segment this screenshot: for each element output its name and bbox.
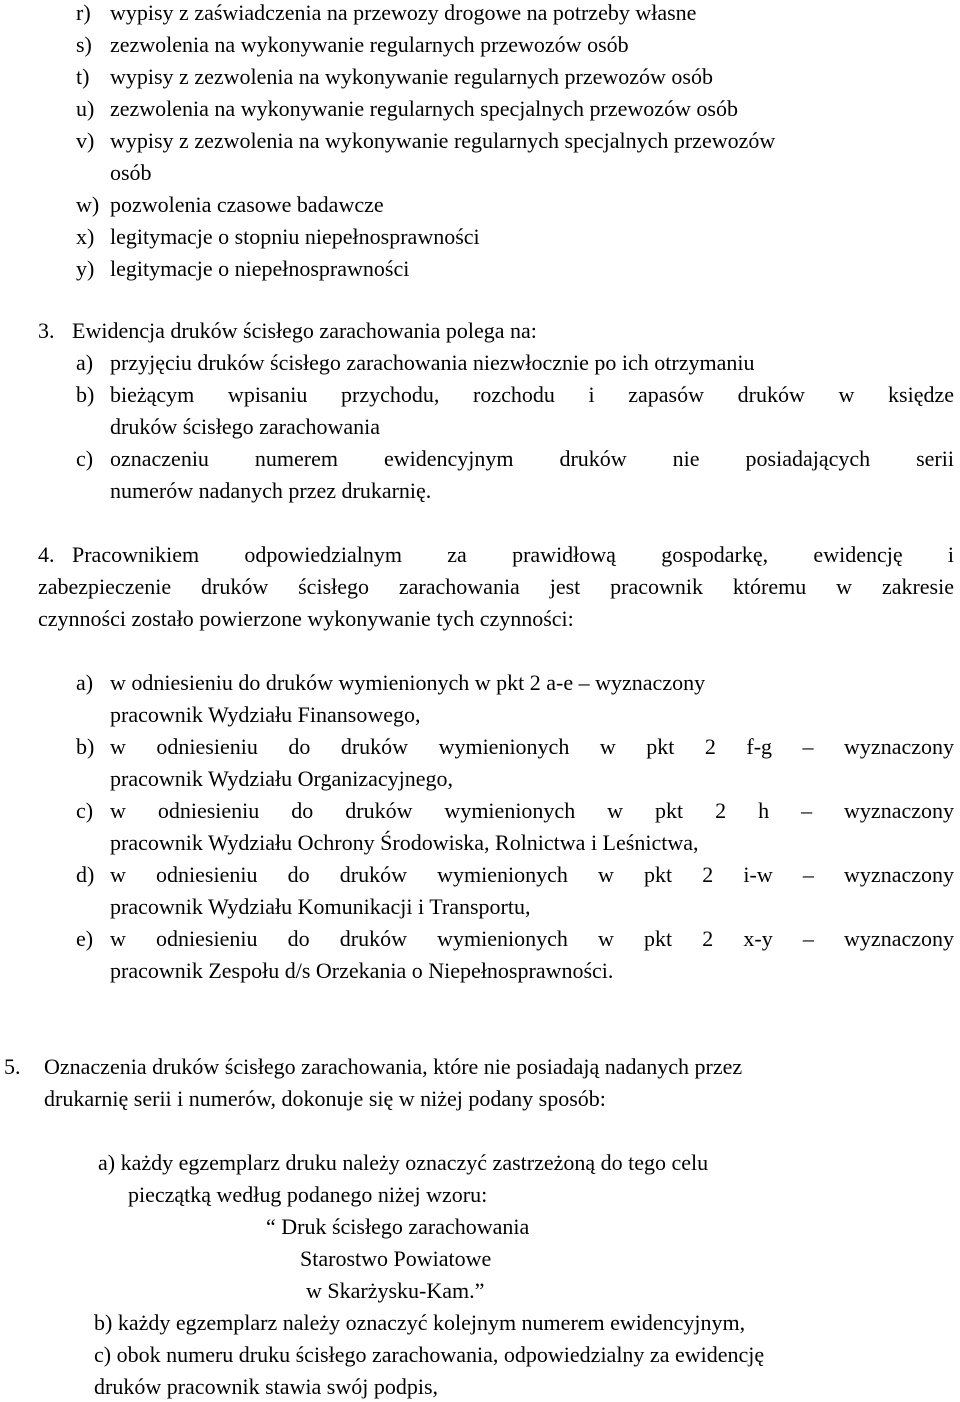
list-item-text: w odniesieniu do druków wymienionych w pkt 2 f-g – wyznaczony [110,734,954,759]
list-item-text: w odniesieniu do druków wymienionych w pkt 2 a-e – wyznaczony [110,670,706,695]
section-number: 3. [38,318,55,343]
stamp-line: Starostwo Powiatowe [300,1246,492,1271]
list-item-text: oznaczeniu numerem ewidencyjnym druków nie posiadających serii [110,446,954,471]
list-item-label: b) [76,734,95,759]
stamp-line: “ Druk ścisłego zarachowania [266,1214,530,1239]
list-item-text: a) każdy egzemplarz druku należy oznaczyć zastrzeżoną do tego celu [98,1150,709,1175]
list-item-text: wypisy z zezwolenia na wykonywanie regularnych specjalnych przewozów [110,128,776,153]
list-item-text: b) każdy egzemplarz należy oznaczyć kolejnym numerem ewidencyjnym, [94,1310,746,1335]
list-item-label: t) [76,64,90,89]
list-item-label: b) [76,382,95,407]
list-item-text: zezwolenia na wykonywanie regularnych przewozów osób [110,32,629,57]
stamp-line: w Skarżysku-Kam.” [306,1278,485,1303]
list-item-text: przyjęciu druków ścisłego zarachowania niezwłocznie po ich otrzymaniu [110,350,755,375]
list-item-label: r) [76,0,91,25]
list-item-text: wypisy z zezwolenia na wykonywanie regularnych przewozów osób [110,64,713,89]
list-item-text-continued: pieczątką według podanego niżej wzoru: [128,1182,488,1207]
list-item-label: a) [76,350,94,375]
list-item-text-continued: pracownik Wydziału Ochrony Środowiska, Rolnictwa i Leśnictwa, [110,830,699,855]
list-item-text-continued: pracownik Wydziału Komunikacji i Transportu, [110,894,531,919]
list-item-text: w odniesieniu do druków wymienionych w pkt 2 i-w – wyznaczony [110,862,954,887]
list-item-text-continued: pracownik Zespołu d/s Orzekania o Niepełnosprawności. [110,958,614,983]
list-item-text: legitymacje o niepełnosprawności [110,256,410,281]
section-paragraph-line: drukarnię serii i numerów, dokonuje się w niżej podany sposób: [44,1086,606,1111]
list-item-text: pozwolenia czasowe badawcze [110,192,384,217]
section-heading: Ewidencja druków ścisłego zarachowania polega na: [72,318,537,343]
list-item-text: bieżącym wpisaniu przychodu, rozchodu i zapasów druków w księdze [110,382,954,407]
list-item-text: wypisy z zaświadczenia na przewozy drogowe na potrzeby własne [110,0,697,25]
list-item-text-continued: pracownik Wydziału Finansowego, [110,702,421,727]
section-paragraph-line: czynności zostało powierzone wykonywanie tych czynności: [38,606,574,631]
list-item-text-continued: pracownik Wydziału Organizacyjnego, [110,766,454,791]
list-item-label: c) [76,798,94,823]
list-item-label: x) [76,224,95,249]
list-item-label: c) [76,446,94,471]
list-item-text: zezwolenia na wykonywanie regularnych specjalnych przewozów osób [110,96,738,121]
section-paragraph-line: Pracownikiem odpowiedzialnym za prawidłową gospodarkę, ewidencję i [72,542,954,567]
list-item-label: s) [76,32,92,57]
section-paragraph-line: zabezpieczenie druków ścisłego zarachowania jest pracownik któremu w zakresie [38,574,954,599]
list-item-text: w odniesieniu do druków wymienionych w pkt 2 h – wyznaczony [110,798,954,823]
section-number: 5. [4,1054,21,1079]
list-item-text-continued: druków ścisłego zarachowania [110,414,381,439]
section-number: 4. [38,542,55,567]
list-item-text-continued: druków pracownik stawia swój podpis, [94,1374,439,1399]
list-item-label: a) [76,670,94,695]
list-item-label: w) [76,192,100,217]
list-item-label: e) [76,926,94,951]
list-item-text: w odniesieniu do druków wymienionych w pkt 2 x-y – wyznaczony [110,926,954,951]
section-paragraph-line: Oznaczenia druków ścisłego zarachowania, które nie posiadają nadanych przez [44,1054,743,1079]
list-item-label: u) [76,96,95,121]
list-item-text-continued: osób [110,160,152,185]
list-item-text-continued: numerów nadanych przez drukarnię. [110,478,432,503]
list-item-text: c) obok numeru druku ścisłego zarachowania, odpowiedzialny za ewidencję [94,1342,765,1367]
list-item-label: d) [76,862,95,887]
list-item-label: v) [76,128,95,153]
list-item-text: legitymacje o stopniu niepełnosprawności [110,224,480,249]
list-item-label: y) [76,256,95,281]
